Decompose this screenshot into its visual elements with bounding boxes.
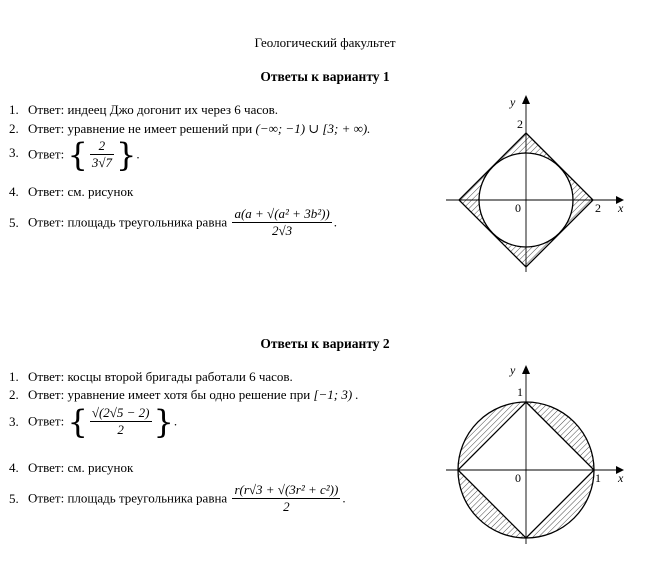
interval-expression: [−1; 3) . (313, 387, 359, 402)
fraction-denominator: 2 (117, 422, 124, 437)
origin-label: 0 (515, 201, 521, 215)
item-number: 3. (9, 413, 19, 429)
x-axis-label: x (618, 201, 624, 215)
item-text: Ответ: уравнение имеет хотя бы одно решение при (28, 387, 311, 402)
item-number: 2. (9, 121, 19, 136)
fraction-denominator: 2√3 (272, 223, 293, 238)
fraction-denominator: 3√7 (91, 155, 112, 170)
item-number: 3. (9, 145, 19, 161)
item-text: Ответ: площадь треугольника равна (28, 490, 228, 506)
fraction-numerator: 2 (90, 138, 114, 155)
variant2-figure (440, 358, 630, 548)
answer-fraction (90, 138, 114, 171)
y-tick-label: 1 (517, 385, 523, 399)
x-tick-label: 2 (595, 201, 601, 215)
variant2-answer-1 (9, 369, 293, 385)
item-number: 1. (9, 369, 19, 384)
y-axis-label: y (510, 95, 516, 109)
x-axis-label: x (618, 471, 624, 485)
left-brace: { (67, 135, 88, 174)
item-text: Ответ: уравнение не имеет решений при (28, 121, 253, 136)
item-number: 2. (9, 387, 19, 402)
item-text: Ответ: (28, 146, 65, 162)
answer-fraction (90, 405, 152, 438)
y-axis-label: y (510, 363, 516, 377)
variant2-heading: Ответы к варианту 2 (260, 336, 390, 351)
item-text: Ответ: (28, 413, 65, 429)
item-text: Ответ: см. рисунок (28, 460, 134, 475)
variant2-answer-5: 5. Ответ: площадь треугольника равна $\frac{\text{r(r√3 + √(3r² + c²))}}{2}$ . (9, 482, 346, 514)
variant2-answer-3: 3. Ответ: { $\frac{√(2√5 - 2)}{2}$ }. (9, 402, 178, 441)
area-fraction (232, 206, 331, 239)
fraction-denominator: 2 (283, 499, 290, 514)
variant1-answer-5: 5. Ответ: площадь треугольника равна $\frac{\text{a(a + √(a² + 3b²))}}{2√3}$ . (9, 206, 337, 238)
fraction-numerator: r(r√3 + √(3r² + c²)) (234, 482, 339, 497)
right-brace: } (115, 135, 137, 174)
faculty-title: Геологический факультет (254, 35, 396, 50)
variant1-answer-2 (9, 121, 370, 137)
item-text: Ответ: индеец Джо догонит их через 6 часов. (28, 102, 279, 117)
interval-expression: (−∞; −1) ∪ [3; + ∞). (255, 121, 371, 136)
variant2-answer-4 (9, 460, 133, 476)
variant1-answer-1 (9, 102, 278, 118)
right-brace: } (153, 402, 174, 441)
item-number: 4. (9, 460, 19, 475)
item-number: 1. (9, 102, 19, 117)
variant1-heading: Ответы к варианту 1 (260, 69, 390, 84)
area-fraction (232, 482, 340, 515)
variant1-answer-4 (9, 184, 133, 200)
fraction-numerator: √(2√5 − 2) (91, 405, 150, 420)
variant1-figure (440, 90, 630, 280)
variant1-answer-3: 3. Ответ: { $\frac{2}{3√7}$ }. (9, 135, 140, 174)
y-tick-label: 2 (517, 117, 523, 131)
x-tick-label: 1 (595, 471, 601, 485)
origin-label: 0 (515, 471, 521, 485)
item-text: Ответ: косцы второй бригады работали 6 часов. (28, 369, 293, 384)
item-number: 5. (9, 214, 19, 230)
item-number: 5. (9, 490, 19, 506)
left-brace: { (67, 402, 88, 441)
variant2-answer-2 (9, 387, 359, 403)
item-number: 4. (9, 184, 19, 199)
item-text: Ответ: площадь треугольника равна (28, 214, 228, 230)
item-text: Ответ: см. рисунок (28, 184, 134, 199)
fraction-numerator: a(a + √(a² + 3b²)) (234, 206, 330, 221)
